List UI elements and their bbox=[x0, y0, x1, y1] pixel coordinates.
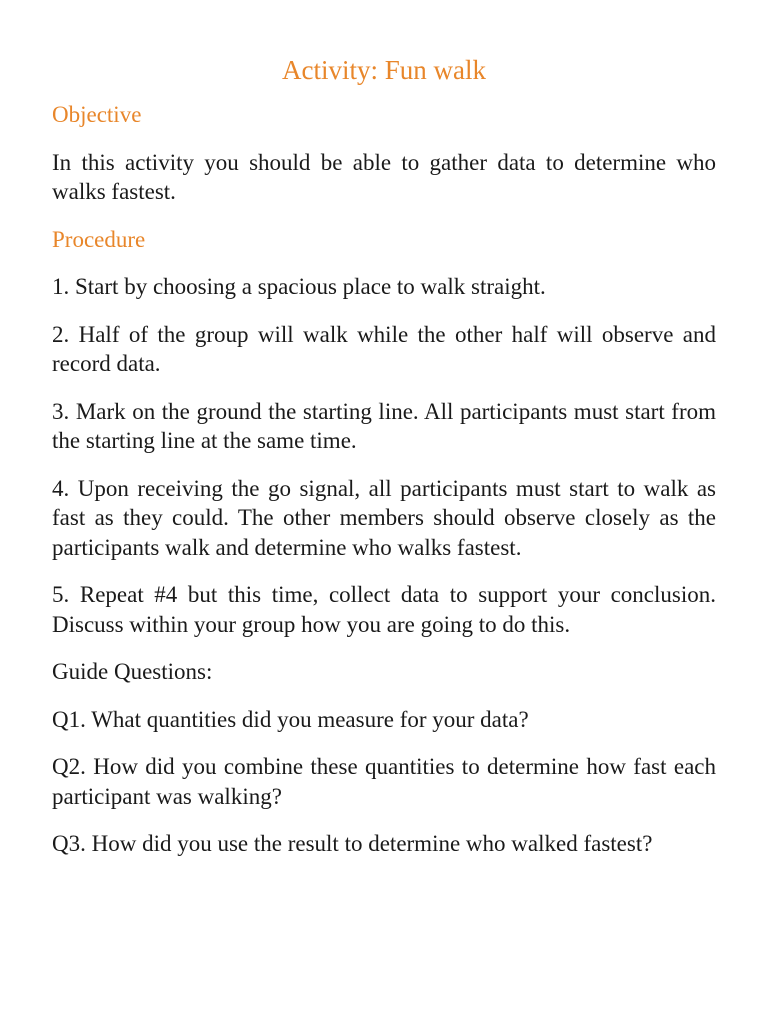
procedure-step-2: 2. Half of the group will walk while the other half will observe and record data. bbox=[52, 321, 716, 376]
guide-question-1: Q1. What quantities did you measure for your data? bbox=[52, 706, 529, 732]
guide-question-3: Q3. How did you use the result to determine who walked fastest? bbox=[52, 831, 653, 856]
procedure-step-1: 1. Start by choosing a spacious place to walk straight. bbox=[52, 274, 546, 299]
guide-questions-heading: Guide Questions: bbox=[52, 659, 213, 684]
procedure-step-5: 5. Repeat #4 but this time, collect data to support your conclusion. Discuss within your group how you are going to do this. bbox=[52, 582, 716, 637]
procedure-step-3: 3. Mark on the ground the starting line. All participants must start from the starting line at the same time. bbox=[52, 398, 716, 453]
objective-text: In this activity you should be able to gather data to determine who walks fastest. bbox=[52, 149, 716, 204]
procedure-step-4: 4. Upon receiving the go signal, all participants must start to walk as fast as they could. The other members should observe closely as the participants walk and determine who walks fastest. bbox=[52, 475, 716, 560]
document-page bbox=[52, 52, 716, 877]
guide-question-2: Q2. How did you combine these quantities to determine how fast each participant was walking? bbox=[52, 754, 716, 809]
procedure-heading: Procedure bbox=[52, 226, 146, 252]
objective-heading: Objective bbox=[52, 102, 142, 127]
document-title: Activity: Fun walk bbox=[282, 55, 486, 85]
